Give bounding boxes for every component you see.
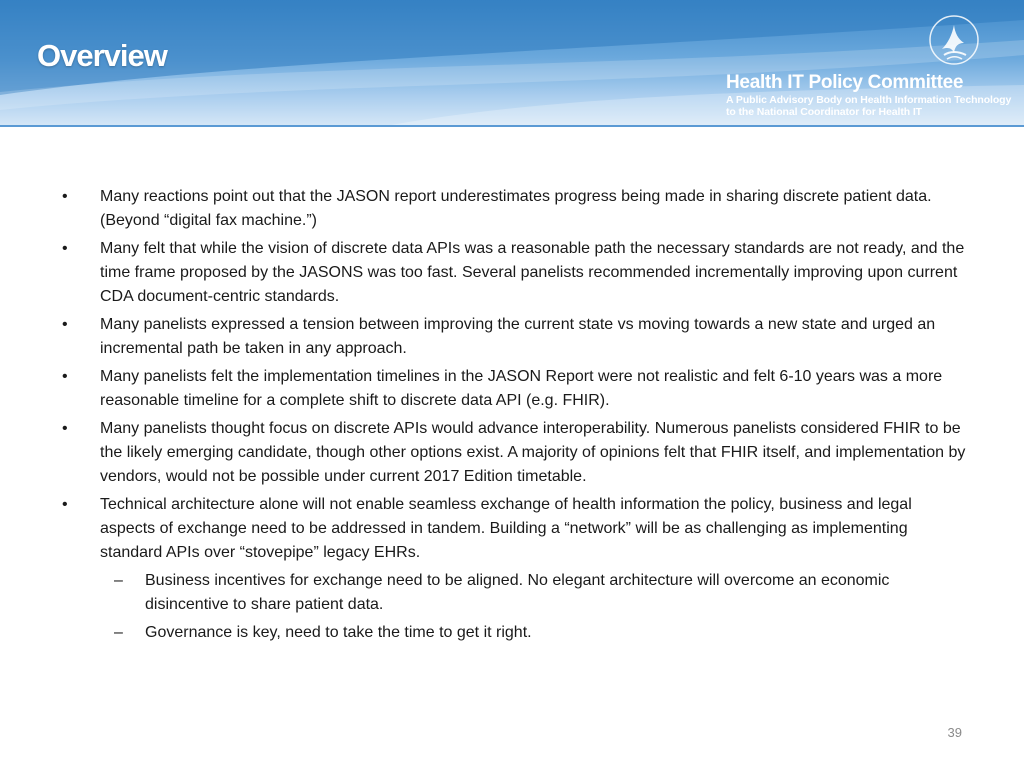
bullet-marker: •	[62, 240, 68, 257]
committee-subtitle-line-2: to the National Coordinator for Health IT	[726, 106, 922, 118]
slide-body	[62, 185, 967, 649]
bullet-marker: •	[62, 188, 68, 205]
bullet-marker: •	[62, 420, 68, 437]
bullet-marker: •	[62, 316, 68, 333]
sub-bullet-item	[62, 569, 967, 617]
committee-name: Health IT Policy Committee	[726, 72, 964, 93]
bullet-text: Many panelists expressed a tension between improving the current state vs moving towards a new state and urged an incremental path be taken in any approach.	[100, 316, 936, 357]
bullet-text: Many panelists thought focus on discrete APIs would advance interoperability. Numerous panelists considered FHIR to be the likely emerging candidate, though other options exist. A majority of opinions felt that FHIR itself, and implementation by vendors, would not be possible under current 2017 Edition timetable.	[100, 420, 966, 485]
committee-subtitle-line-1: A Public Advisory Body on Health Information Technology	[726, 94, 1012, 106]
slide-title: Overview	[37, 38, 167, 73]
bullet-text: Technical architecture alone will not enable seamless exchange of health information the policy, business and legal aspects of exchange need to be addressed in tandem. Building a “network” will be as challenging as implementing standard APIs over “stovepipe” legacy EHRs.	[100, 496, 912, 561]
bullet-marker: •	[62, 496, 68, 513]
hhs-eagle-logo-icon	[928, 13, 980, 67]
sub-bullet-marker: –	[114, 624, 123, 641]
sub-bullet-item	[62, 621, 967, 645]
bullet-marker: •	[62, 368, 68, 385]
sub-bullet-text: Governance is key, need to take the time to get it right.	[145, 624, 532, 641]
sub-bullet-text: Business incentives for exchange need to be aligned. No elegant architecture will overcome an economic disincentive to share patient data.	[145, 572, 890, 613]
bullet-item	[62, 493, 967, 565]
bullet-text: Many felt that while the vision of discrete data APIs was a reasonable path the necessary standards are not ready, and the time frame proposed by the JASONS was too fast. Several panelists recommended incrementally improving upon current CDA document-centric standards.	[100, 240, 965, 305]
committee-branding	[726, 72, 1021, 118]
bullet-text: Many panelists felt the implementation timelines in the JASON Report were not realistic and felt 6-10 years was a more reasonable timeline for a complete shift to discrete data API (e.g. FHIR).	[100, 368, 943, 409]
bullet-item	[62, 417, 967, 489]
bullet-item	[62, 313, 967, 361]
bullet-item	[62, 237, 967, 309]
slide-header	[0, 0, 1024, 127]
bullet-item	[62, 365, 967, 413]
bullet-item	[62, 185, 967, 233]
header-divider	[0, 125, 1024, 127]
page-number: 39	[947, 725, 962, 740]
bullet-text: Many reactions point out that the JASON report underestimates progress being made in sharing discrete patient data. (Beyond “digital fax machine.”)	[100, 188, 932, 229]
sub-bullet-marker: –	[114, 572, 123, 589]
